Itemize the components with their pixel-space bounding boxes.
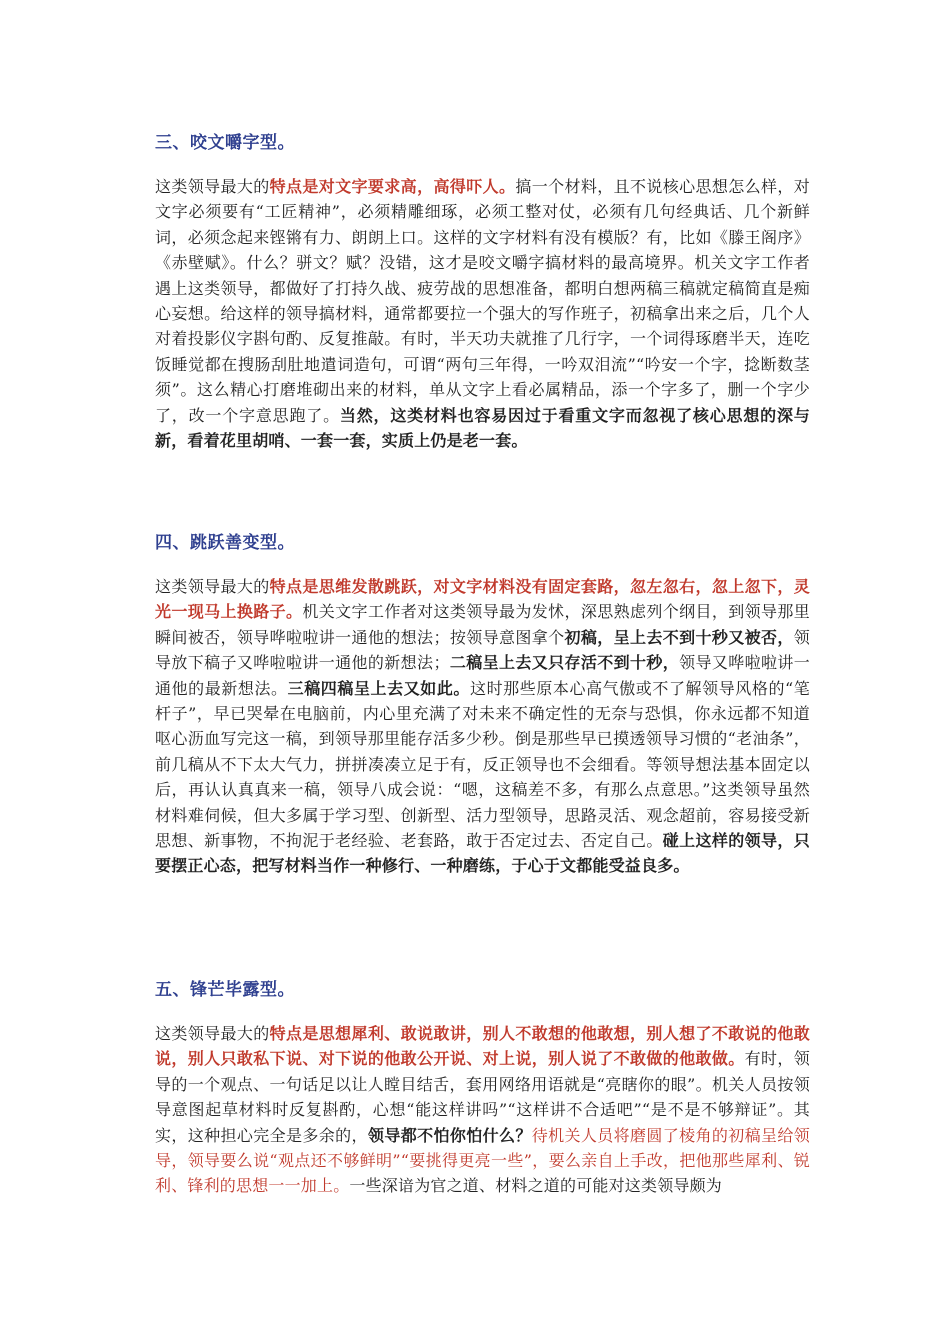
highlight-text: 特点是思维发散跳跃，对文字材料没有固定套路，忽左忽右，忽上忽下，灵光一现马上换路子。 [155, 577, 810, 622]
body-text: 搞一个材料，且不说核心思想怎么样，对文字必须要有“工匠精神”，必须精雕细琢，必须工整对仗，必须有几句经典话、几个新鲜词，必须念起来铿锵有力、朗朗上口。这样的文字材料有没有模版？有，比如《滕王阁序》《赤壁赋》。什么？骈文？赋？没错，这才是咬文嚼字搞材料的最高境界。机关文字工作者遇上这类领导，都做好了打持久战、疲劳战的思想准备，都明白想两稿三稿就定稿简直是痴心妄想。给这样的领导搞材料，通常都要拉一个强大的写作班子，初稿拿出来之后，几个人对着投影仪字斟句酌、反复推敲。有时，半天功夫就推了几行字，一个词得琢磨半天，连吃饭睡觉都在搜肠刮肚地遣词造句，可谓“两句三年得，一吟双泪流”“吟安一个字，捻断数茎须”。这么精心打磨堆砌出来的材料，单从文字上看必属精品，添一个字多了，删一个字少了，改一个字意思跑了。 [155, 177, 810, 425]
emphasis-text: 当然，这类材料也容易因过于看重文字而忽视了核心思想的深与新，看着花里胡哨、一套一套，实质上仍是老一套。 [155, 405, 810, 451]
emphasis-text: 二稿呈上去又只存活不到十秒， [449, 653, 680, 673]
section-body-4 [155, 574, 810, 879]
section-body-5 [155, 1021, 810, 1199]
emphasis-text: 初稿，呈上去不到十秒又被否， [564, 627, 794, 647]
body-text: 领导又哗啦啦讲一通他的最新想法。 [155, 653, 810, 698]
body-text: 这类领导最大的 [155, 577, 270, 596]
highlight-text: 特点是思想犀利、敢说敢讲，别人不敢想的他敢想，别人想了不敢说的他敢说，别人只敢私下说、对下说的他敢公开说、对上说，别人说了不敢做的他敢做。 [155, 1024, 810, 1069]
section-body-3 [155, 174, 810, 453]
emphasis-text: 碰上这样的领导，只要摆正心态，把写材料当作一种修行、一种磨练，于心于文都能受益良多。 [155, 831, 810, 876]
highlight-text: 特点是对文字要求高，高得吓人。 [269, 177, 516, 196]
highlight-text: 待机关人员将磨圆了棱角的初稿呈给领导，领导要么说“观点还不够鲜明”“要挑得更亮一些”，要么亲自上手改，把他那些犀利、锐利、锋利的思想一一加上。 [155, 1125, 810, 1196]
body-text: 这类领导最大的 [155, 177, 270, 196]
emphasis-text: 三稿四稿呈上去又如此。 [287, 678, 471, 698]
body-text: 有时，领导的一个观点、一句话足以让人瞠目结舌，套用网络用语就是“亮瞎你的眼”。机关人员按领导意图起草材料时反复斟酌，心想“能这样讲吗”“这样讲不合适吧”“是不是不够辩证”。其实，这种担心完全是多余的， [155, 1049, 810, 1145]
body-text: 一些深谙为官之道、材料之道的可能对这类领导颇为 [349, 1176, 723, 1196]
section-heading-4: 四、跳跃善变型。 [155, 533, 295, 553]
section-heading-3: 三、咬文嚼字型。 [155, 133, 295, 153]
body-text: 这类领导最大的 [155, 1024, 270, 1043]
section-heading-5: 五、锋芒毕露型。 [155, 980, 295, 1000]
body-text: 领导放下稿子又哗啦啦讲一通他的新想法； [155, 627, 810, 673]
emphasis-text: 领导都不怕你怕什么？ [367, 1125, 532, 1145]
body-text: 这时那些原本心高气傲或不了解领导风格的“笔杆子”，早已哭晕在电脑前，内心里充满了对未来不确定性的无奈与恐惧，你永远都不知道呕心沥血写完这一稿，到领导那里能存活多少秒。倒是那些早已摸透领导习惯的“老油条”，前几稿从不下太大气力，拼拼凑凑立足于有，反正领导也不会细看。等领导想法基本固定以后，再认认真真来一稿，领导八成会说：“嗯，这稿差不多，有那么点意思。”这类领导虽然材料难伺候，但大多属于学习型、创新型、活力型领导，思路灵活、观念超前，容易接受新思想、新事物，不拘泥于老经验、老套路，敢于否定过去、否定自己。 [155, 678, 810, 851]
body-text: 机关文字工作者对这类领导最为发怵，深思熟虑列个纲目，到领导那里瞬间被否，领导哗啦啦讲一通他的想法；按领导意图拿个 [155, 602, 810, 647]
